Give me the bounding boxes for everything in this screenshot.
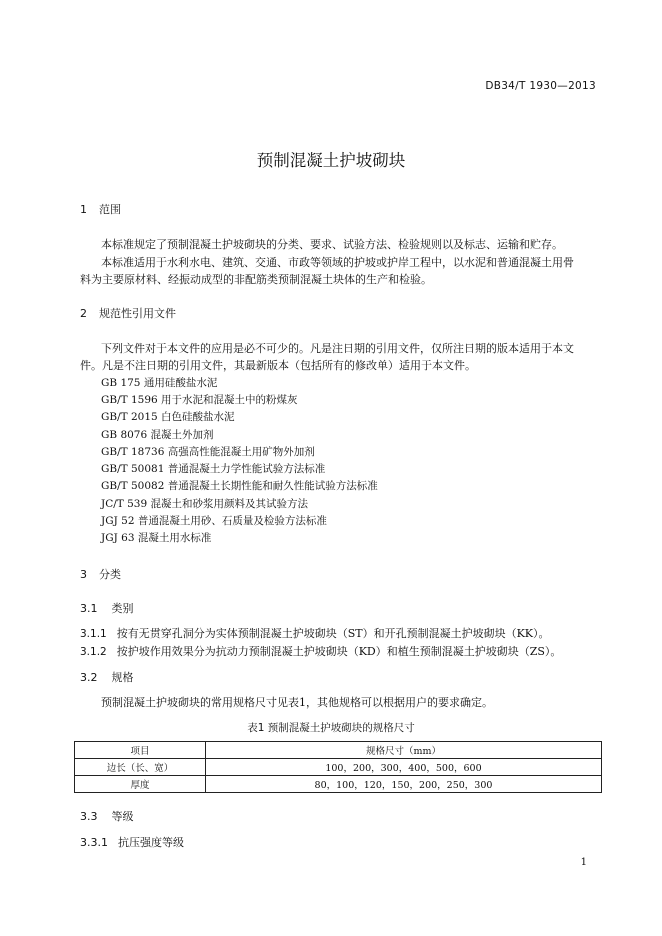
section-title: 范围 bbox=[99, 203, 121, 216]
section-number: 3.1 bbox=[80, 602, 98, 615]
section-3-1-heading bbox=[80, 600, 134, 616]
section-number: 2 bbox=[80, 307, 87, 320]
reference-item: GB/T 50081 普通混凝土力学性能试验方法标准 bbox=[101, 463, 326, 475]
table-cell: 100，200，300，400，500，600 bbox=[206, 759, 602, 776]
section-1-paragraph-1: 本标准规定了预制混凝土护坡砌块的分类、要求、试验方法、检验规则以及标志、运输和贮存。 bbox=[101, 238, 563, 251]
section-title: 等级 bbox=[111, 810, 134, 823]
table-header-row bbox=[75, 742, 602, 759]
table-header-cell: 项目 bbox=[75, 742, 206, 759]
section-3-3-1-heading bbox=[80, 834, 184, 850]
reference-item: GB 8076 混凝土外加剂 bbox=[101, 429, 214, 441]
section-2-paragraph-1-cont: 件。凡是不注日期的引用文件，其最新版本（包括所有的修改单）适用于本文件。 bbox=[80, 359, 476, 372]
section-number: 1 bbox=[80, 203, 87, 216]
table-row bbox=[75, 759, 602, 776]
section-1-paragraph-2: 本标准适用于水利水电、建筑、交通、市政等领域的护坡或护岸工程中，以水泥和普通混凝土用骨 bbox=[101, 256, 574, 269]
section-3-2-paragraph: 预制混凝土护坡砌块的常用规格尺寸见表1，其他规格可以根据用户的要求确定。 bbox=[101, 696, 493, 709]
section-1-paragraph-2-cont: 料为主要原材料、经振动成型的非配筋类预制混凝土块体的生产和检验。 bbox=[80, 273, 432, 286]
clause-number: 3.1.2 bbox=[80, 646, 107, 658]
table-cell: 80，100，120，150，200，250，300 bbox=[206, 776, 602, 793]
reference-item: JGJ 52 普通混凝土用砂、石质量及检验方法标准 bbox=[101, 515, 327, 527]
section-2-heading bbox=[80, 305, 176, 321]
section-title: 规格 bbox=[111, 671, 134, 684]
page-number: 1 bbox=[580, 857, 587, 868]
document-title: 预制混凝土护坡砌块 bbox=[256, 151, 406, 170]
reference-item: GB 175 通用硅酸盐水泥 bbox=[101, 377, 218, 389]
reference-item: GB/T 18736 高强高性能混凝土用矿物外加剂 bbox=[101, 446, 315, 458]
table-row bbox=[75, 776, 602, 793]
clause-number: 3.1.1 bbox=[80, 628, 107, 640]
section-1-heading bbox=[80, 201, 121, 217]
reference-item: JGJ 63 混凝土用水标准 bbox=[101, 532, 212, 544]
section-3-3-heading bbox=[80, 808, 134, 824]
table-cell: 边长（长、宽） bbox=[75, 759, 206, 776]
clause-text: 按有无贯穿孔洞分为实体预制混凝土护坡砌块（ST）和开孔预制混凝土护坡砌块（KK）。 bbox=[116, 627, 550, 640]
reference-item: JC/T 539 混凝土和砂浆用颜料及其试验方法 bbox=[101, 498, 309, 510]
section-3-2-heading bbox=[80, 669, 134, 685]
section-title: 抗压强度等级 bbox=[118, 836, 184, 849]
clause-3-1-1 bbox=[80, 625, 550, 641]
section-title: 分类 bbox=[99, 568, 121, 581]
section-title: 规范性引用文件 bbox=[99, 307, 176, 320]
table-header-cell: 规格尺寸（mm） bbox=[206, 742, 602, 759]
table-1-caption: 表1 预制混凝土护坡砌块的规格尺寸 bbox=[247, 722, 415, 734]
section-2-paragraph-1: 下列文件对于本文件的应用是必不可少的。凡是注日期的引用文件，仅所注日期的版本适用于本文 bbox=[101, 342, 574, 355]
section-title: 类别 bbox=[111, 602, 134, 615]
standard-number: DB34/T 1930—2013 bbox=[485, 80, 596, 92]
reference-item: GB/T 1596 用于水泥和混凝土中的粉煤灰 bbox=[101, 394, 298, 406]
clause-3-1-2 bbox=[80, 643, 561, 659]
table-cell: 厚度 bbox=[75, 776, 206, 793]
reference-item: GB/T 50082 普通混凝土长期性能和耐久性能试验方法标准 bbox=[101, 480, 378, 492]
section-number: 3.2 bbox=[80, 671, 98, 684]
clause-text: 按护坡作用效果分为抗动力预制混凝土护坡砌块（KD）和植生预制混凝土护坡砌块（ZS）。 bbox=[116, 645, 562, 658]
reference-item: GB/T 2015 白色硅酸盐水泥 bbox=[101, 411, 235, 423]
section-number: 3.3.1 bbox=[80, 836, 108, 849]
section-number: 3.3 bbox=[80, 810, 98, 823]
section-3-heading bbox=[80, 566, 121, 582]
section-number: 3 bbox=[80, 568, 87, 581]
table-1 bbox=[74, 741, 602, 793]
